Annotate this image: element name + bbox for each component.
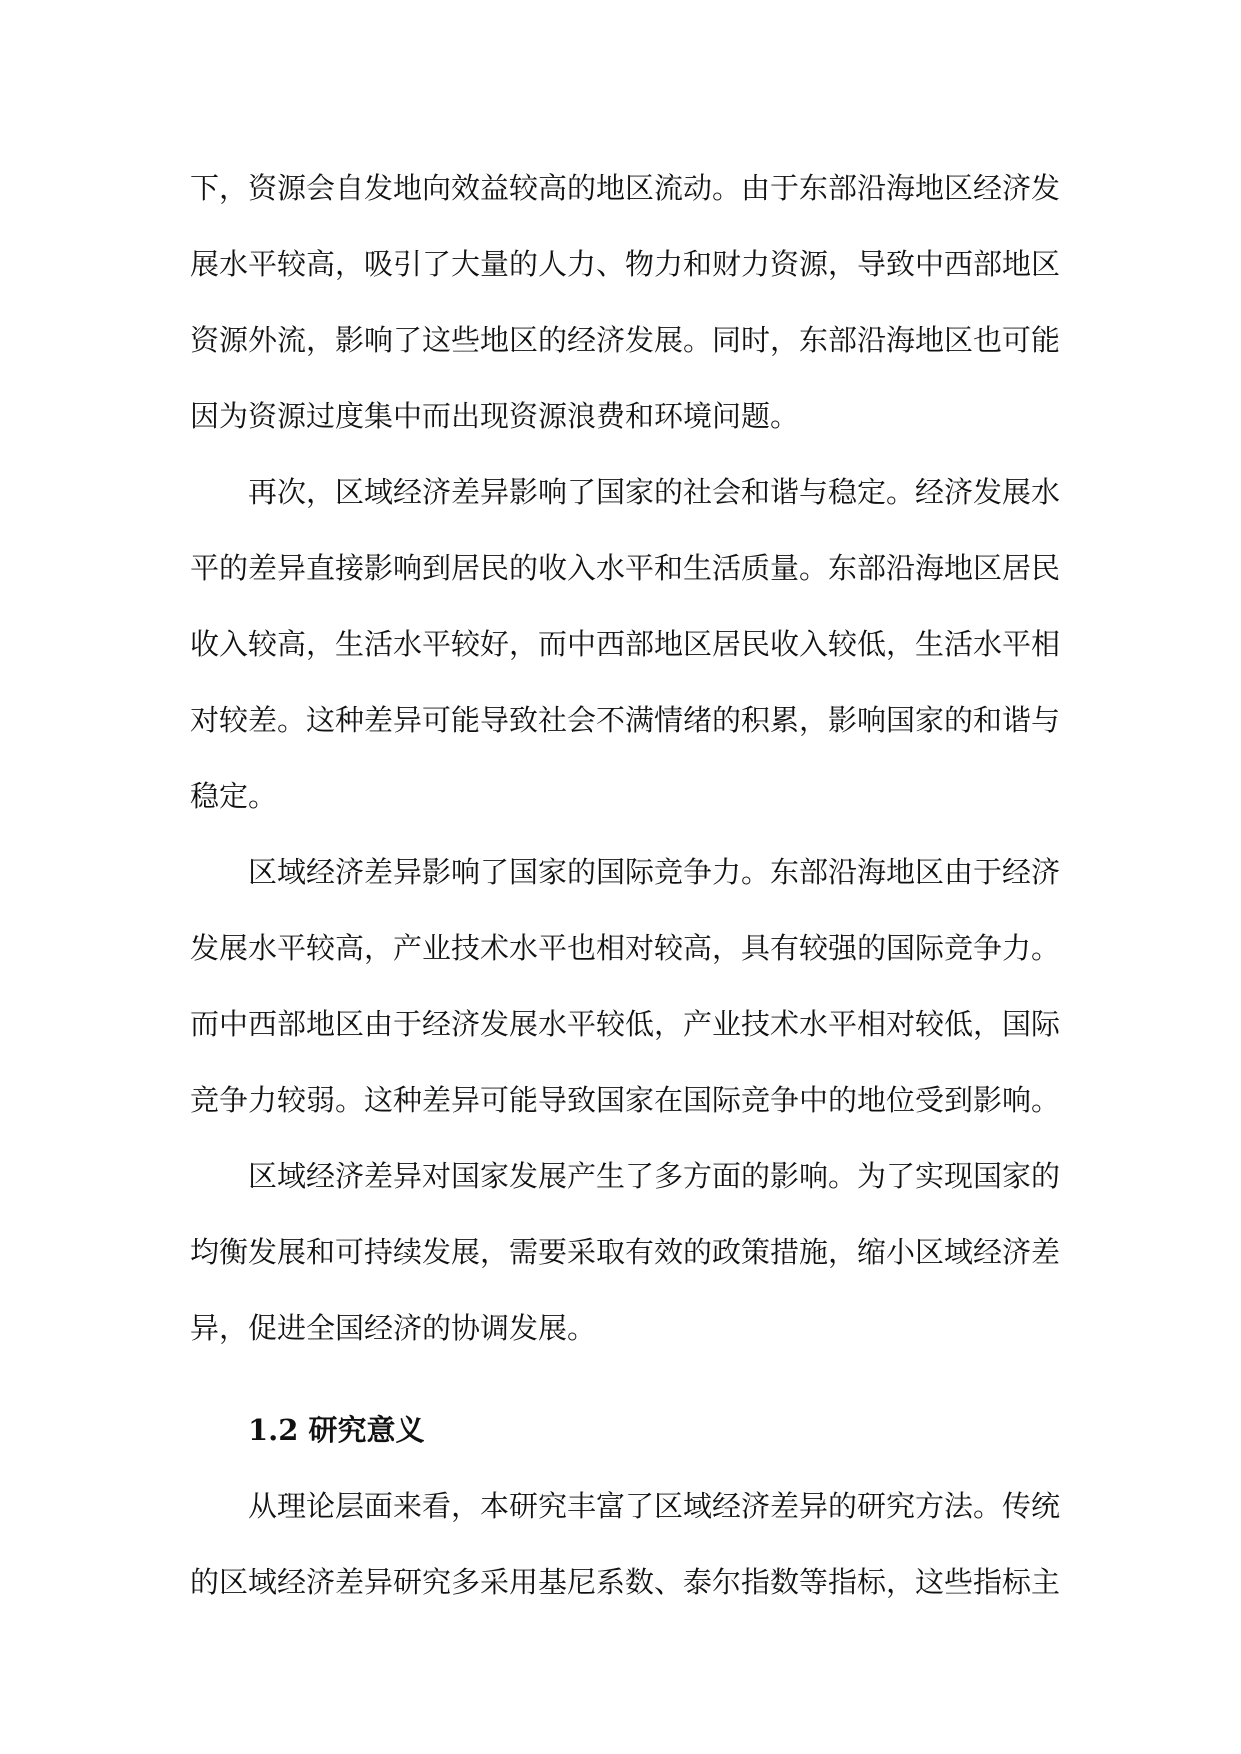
text-line: 平的差异直接影响到居民的收入水平和生活质量。东部沿海地区居民 (190, 551, 1061, 585)
text-line: 从理论层面来看，本研究丰富了区域经济差异的研究方法。传统 (248, 1489, 1061, 1523)
section-heading: 1.2 研究意义 (248, 1413, 425, 1447)
text-line: 因为资源过度集中而出现资源浪费和环境问题。 (190, 399, 800, 433)
text-line: 发展水平较高，产业技术水平也相对较高，具有较强的国际竞争力。 (190, 931, 1061, 965)
text-line: 均衡发展和可持续发展，需要采取有效的政策措施，缩小区域经济差 (190, 1235, 1061, 1269)
text-line: 的区域经济差异研究多采用基尼系数、泰尔指数等指标，这些指标主 (190, 1565, 1061, 1599)
text-line: 稳定。 (190, 779, 278, 813)
text-line: 竞争力较弱。这种差异可能导致国家在国际竞争中的地位受到影响。 (190, 1083, 1061, 1117)
text-line: 异，促进全国经济的协调发展。 (190, 1311, 597, 1345)
paragraph-2 (190, 454, 1062, 834)
text-line: 收入较高，生活水平较好，而中西部地区居民收入较低，生活水平相 (190, 627, 1061, 661)
paragraph-3 (190, 834, 1062, 1138)
text-line: 下，资源会自发地向效益较高的地区流动。由于东部沿海地区经济发 (190, 171, 1061, 205)
section-paragraph (190, 1468, 1062, 1620)
paragraph-1 (190, 150, 1062, 454)
text-line: 区域经济差异影响了国家的国际竞争力。东部沿海地区由于经济 (248, 855, 1061, 889)
document-page (190, 150, 1062, 1620)
text-line: 再次，区域经济差异影响了国家的社会和谐与稳定。经济发展水 (248, 475, 1061, 509)
paragraph-4 (190, 1138, 1062, 1366)
text-line: 资源外流，影响了这些地区的经济发展。同时，东部沿海地区也可能 (190, 323, 1061, 357)
text-line: 而中西部地区由于经济发展水平较低，产业技术水平相对较低，国际 (190, 1007, 1061, 1041)
text-line: 对较差。这种差异可能导致社会不满情绪的积累，影响国家的和谐与 (190, 703, 1061, 737)
text-line: 展水平较高，吸引了大量的人力、物力和财力资源，导致中西部地区 (190, 247, 1061, 281)
text-line: 区域经济差异对国家发展产生了多方面的影响。为了实现国家的 (248, 1159, 1061, 1193)
